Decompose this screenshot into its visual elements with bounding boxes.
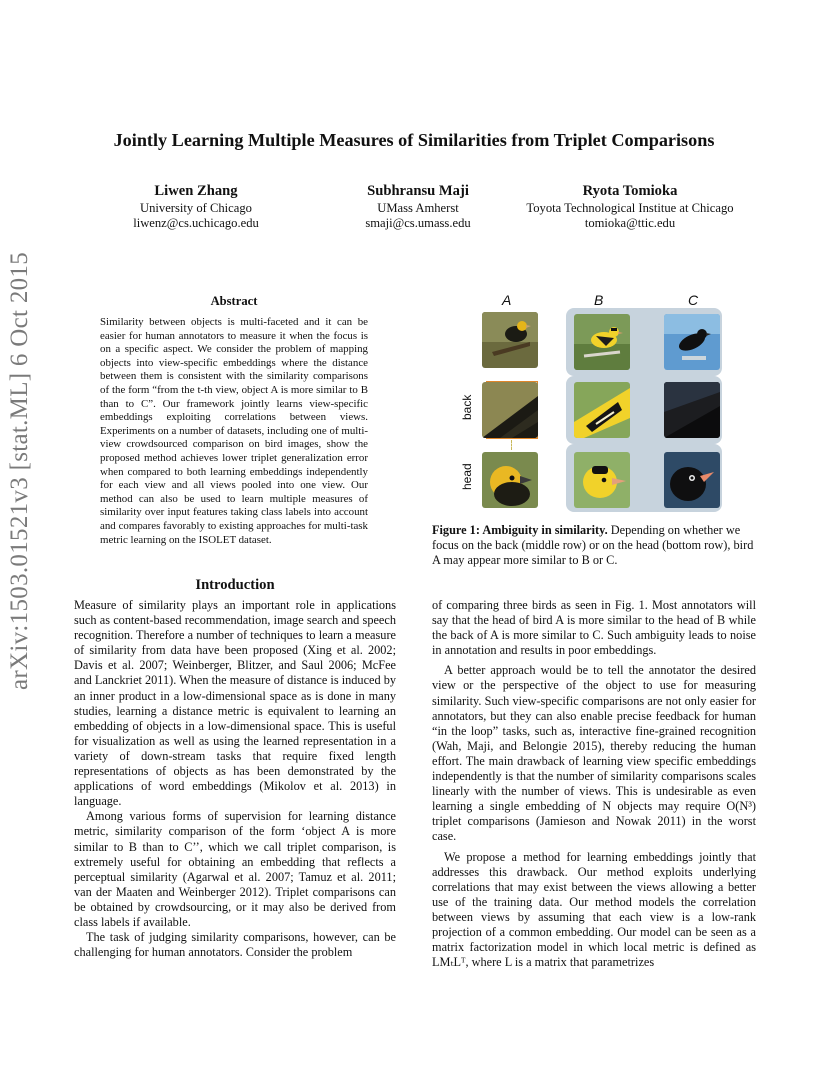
body-paragraph: of comparing three birds as seen in Fig. 1. Most annotators will say that the head of bird A is more similar to the head of B while the back of A is more similar to C. Such ambiguity leads to noise in annotation and results in poor embeddings. — [432, 598, 756, 658]
bird-b-back — [574, 382, 630, 438]
author-name: Liwen Zhang — [154, 183, 238, 199]
figure-column-b: B — [594, 292, 604, 308]
row-label-back: back — [460, 394, 474, 420]
author-affiliation: University of Chicago — [140, 201, 252, 216]
figure-1 — [432, 290, 756, 510]
figure-column-c: C — [688, 292, 699, 308]
bird-b-head — [574, 452, 630, 508]
bird-c-full — [664, 314, 720, 370]
bird-b-full — [574, 314, 630, 370]
author-affiliation: Toyota Technological Institue at Chicago — [526, 201, 734, 216]
author-affiliation: UMass Amherst — [377, 201, 459, 216]
caption-label: Figure 1: Ambiguity in similarity. — [432, 523, 608, 537]
author-email: smaji@cs.umass.edu — [365, 216, 471, 231]
abstract-heading: Abstract — [210, 294, 258, 308]
row-label-head: head — [460, 463, 474, 490]
intro-paragraph: The task of judging similarity comparisons, however, can be challenging for human annotators. Consider the problem — [74, 930, 396, 960]
author-name: Subhransu Maji — [367, 183, 469, 199]
intro-paragraph: Measure of similarity plays an important role in applications such as content-based recommendation, image search and speech recognition. Therefore a number of techniques to learn a measure of similarity from data have been proposed (Xing et al. 2002; Davis et al. 2007; Weinberger, Blitzer, and Saul 2006; McFee and Lanckriet 2011). When the measure of distance is induced by an inner product in a low-dimensional space as is done in many studies, learning a distance metric is equivalent to learning an embedding of objects in a low-dimensional space. This is useful for visualization as well as using the learned representation in a variety of down-stream tasks that require fixed length representations of objects as has been demonstrated by the applications of word embeddings (Mikolov et al. 2013) in language. — [74, 598, 397, 809]
caption-text: Depending on whether we focus on the back (middle row) or on the head (bottom row), bird A may appear more similar to B or C. — [432, 523, 754, 568]
bird-c-back — [664, 382, 720, 438]
body-paragraph: We propose a method for learning embeddings jointly that addresses this drawback. Our method exploits underlying correlations that may exist between the views allowing a better use of the training data. Our method models the correlation between views by assuming that each view is a low-rank projection of a common embedding. Our model can be seen as a matrix factorization model in which local metric is defined as LMₜLᵀ, where L is a matrix that parametrizes — [432, 849, 756, 970]
figure-column-a: A — [502, 292, 512, 308]
author-2 — [338, 184, 498, 232]
right-column — [432, 598, 756, 975]
bird-a-head — [482, 452, 538, 508]
intro-heading: Introduction — [195, 577, 275, 593]
arxiv-side-label: arXiv:1503.01521v3 [stat.ML] 6 Oct 2015 — [6, 251, 33, 690]
bird-c-head — [664, 452, 720, 508]
author-3 — [510, 184, 750, 232]
intro-column — [74, 598, 396, 960]
paper-title: Jointly Learning Multiple Measures of Similarities from Triplet Comparisons — [113, 130, 715, 150]
body-paragraph: A better approach would be to tell the annotator the desired view or the perspective of the object to use for measuring similarity. Such view-specific comparisons are not only easier for annotators, but they can also enable precise feedback for human “in the loop” tasks, such as, interactive fine-grained recognition (Wah, Maji, and Belongie 2015), thereby reducing the human effort. The main drawback of learning view specific embeddings independently is that the number of similarity comparisons scales linearly with the number of views. This is undesirable as even learning a single embedding of N objects may require O(N³) triplet comparisons (Jamieson and Nowak 2011) in the worst case. — [432, 663, 756, 844]
bird-a-back — [482, 382, 538, 438]
bird-a-full — [482, 312, 538, 368]
author-1 — [106, 184, 286, 232]
figure-caption — [432, 523, 756, 568]
intro-paragraph: Among various forms of supervision for learning distance metric, similarity comparison of the form ‘object A is more similar to B than to C’’, which we call triplet comparison, is extremely useful for obtaining an embedding that reflects a perceptual similarity (Agarwal et al. 2007; Tamuz et al. 2011; van der Maaten and Weinberger 2012). Triplet comparisons can be obtained by crowdsourcing, or it may also be derived from class labels if available. — [74, 809, 396, 929]
dashed-connector — [511, 440, 512, 450]
author-email: liwenz@cs.uchicago.edu — [133, 216, 259, 231]
abstract-text: Similarity between objects is multi-faceted and it can be easier for human annotators to measure it when the focus is on a specific aspect. We consider the problem of mapping objects into view-specific embeddings where the distance between them is consistent with the similarity comparisons of the form “from the t-th view, object A is more similar to B than to C”. Our framework jointly learns view-specific embeddings exploiting correlations between views. Experiments on a number of datasets, including one of multi-view crowdsourced comparison on bird images, show the proposed method achieves lower triplet generalization error when compared to both learning embeddings independently for each view and all views pooled into one view. Our method can also be used to learn multiple measures of similarity over input features taking class labels into account and compares favorably to existing approaches for multi-task metric learning on the ISOLET dataset. — [100, 316, 368, 546]
author-email: tomioka@ttic.edu — [584, 216, 676, 231]
author-name: Ryota Tomioka — [582, 183, 678, 199]
